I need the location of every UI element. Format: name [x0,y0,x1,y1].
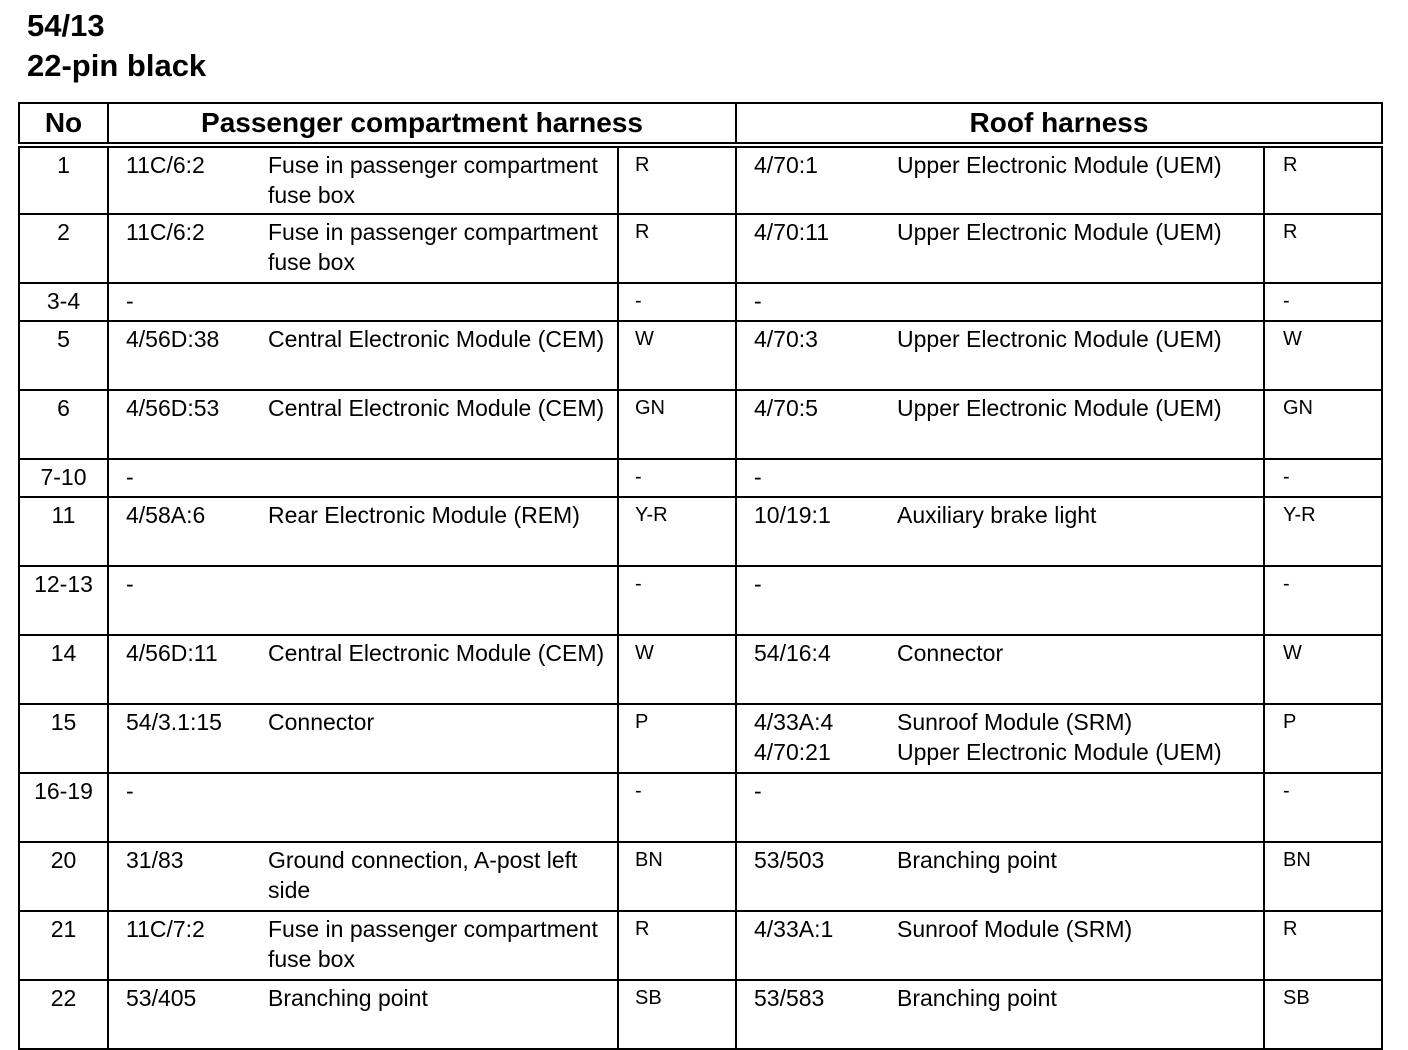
roof-component-codes [754,500,897,530]
roof-component-descriptions [897,500,1263,530]
roof-component-descriptions [897,150,1263,180]
roof-wire-color: Y-R [1264,497,1382,566]
roof-component-description: Auxiliary brake light [897,502,1097,528]
header-roof-harness: Roof harness [736,103,1382,145]
roof-component-description: Branching point [897,985,1057,1011]
passenger-component-code: - [126,778,134,804]
roof-component-codes [754,638,897,668]
roof-component-description: Upper Electronic Module (UEM) [897,326,1222,352]
passenger-harness-cell [108,145,618,214]
connector-heading [27,6,206,86]
roof-component-description: Upper Electronic Module (UEM) [897,152,1222,178]
roof-component-description: Upper Electronic Module (UEM) [897,395,1222,421]
passenger-component-description: Rear Electronic Module (REM) [268,502,580,528]
table-row [19,842,1382,911]
passenger-harness-cell [108,635,618,704]
pin-number: 14 [19,635,108,704]
passenger-harness-content [109,914,617,974]
roof-component-code: 4/70:21 [754,739,831,765]
roof-wire-color: W [1264,635,1382,704]
passenger-component-code: 11C/7:2 [126,916,205,942]
roof-harness-content [737,217,1263,247]
passenger-wire-color: BN [618,842,736,911]
table-row [19,214,1382,283]
header-no: No [19,103,108,145]
roof-wire-color: - [1264,283,1382,321]
passenger-harness-content [109,393,617,423]
roof-harness-cell [736,321,1264,390]
passenger-component-description: Branching point [268,985,428,1011]
passenger-harness-content [109,569,617,599]
passenger-component-code: - [126,464,134,490]
passenger-harness-content [109,324,617,354]
roof-component-code: 4/33A:1 [754,916,834,942]
passenger-component-description: Connector [268,709,375,735]
passenger-harness-content [109,500,617,530]
passenger-harness-cell [108,497,618,566]
passenger-component-code: 4/56D:11 [126,640,218,666]
passenger-component-code: 4/56D:53 [126,395,220,421]
table-row [19,145,1382,214]
roof-component-code: 4/70:1 [754,152,818,178]
roof-harness-cell [736,773,1264,842]
passenger-wire-color: W [618,635,736,704]
table-row [19,635,1382,704]
roof-harness-cell [736,145,1264,214]
roof-component-codes [754,776,897,806]
roof-harness-cell [736,911,1264,980]
roof-component-codes [754,914,897,944]
roof-harness-content [737,569,1263,599]
roof-harness-content [737,393,1263,423]
table-row [19,566,1382,635]
roof-harness-cell [736,214,1264,283]
roof-harness-cell [736,980,1264,1049]
roof-wire-color: R [1264,911,1382,980]
passenger-harness-cell [108,704,618,773]
table-row [19,704,1382,773]
passenger-harness-content [109,707,617,737]
roof-harness-content [737,500,1263,530]
passenger-harness-cell [108,321,618,390]
passenger-harness-content [109,776,617,806]
roof-component-codes [754,150,897,180]
passenger-component-code: - [126,571,134,597]
roof-harness-cell [736,842,1264,911]
passenger-wire-color: R [618,214,736,283]
roof-harness-cell [736,283,1264,321]
roof-component-descriptions [897,569,1263,599]
passenger-component-description [268,776,617,806]
roof-component-code: 54/16:4 [754,640,831,666]
roof-harness-cell [736,635,1264,704]
passenger-component-code: 11C/6:2 [126,219,205,245]
roof-wire-color: - [1264,459,1382,497]
roof-component-code: 53/583 [754,985,825,1011]
passenger-component-code: 4/56D:38 [126,326,220,352]
roof-component-description: Sunroof Module (SRM) [897,709,1133,735]
roof-component-codes [754,324,897,354]
roof-component-descriptions [897,324,1263,354]
roof-component-descriptions [897,462,1263,492]
pin-number: 20 [19,842,108,911]
roof-component-code: - [754,288,762,314]
passenger-component-code: 53/405 [126,985,197,1011]
roof-harness-cell [736,390,1264,459]
passenger-component-code: 4/58A:6 [126,502,206,528]
table-row [19,980,1382,1049]
pin-number: 16-19 [19,773,108,842]
roof-harness-cell [736,566,1264,635]
roof-harness-cell [736,704,1264,773]
roof-component-description: Upper Electronic Module (UEM) [897,739,1222,765]
passenger-wire-color: GN [618,390,736,459]
roof-component-descriptions [897,776,1263,806]
roof-component-code: - [754,778,762,804]
roof-wire-color: - [1264,773,1382,842]
passenger-component-description: Fuse in passenger compartment fuse box [268,916,598,972]
roof-harness-content [737,776,1263,806]
passenger-harness-cell [108,842,618,911]
table-row [19,459,1382,497]
pin-number: 3-4 [19,283,108,321]
passenger-harness-cell [108,566,618,635]
roof-harness-content [737,638,1263,668]
roof-component-codes [754,707,897,767]
roof-harness-content [737,914,1263,944]
roof-harness-content [737,286,1263,316]
roof-component-codes [754,217,897,247]
connector-type: 22-pin black [27,48,207,83]
roof-component-code: 53/503 [754,847,825,873]
roof-component-codes [754,393,897,423]
pin-number: 22 [19,980,108,1049]
passenger-harness-cell [108,283,618,321]
passenger-component-description: Central Electronic Module (CEM) [268,640,605,666]
passenger-component-description [268,462,617,492]
passenger-wire-color: W [618,321,736,390]
passenger-harness-content [109,217,617,277]
passenger-harness-cell [108,980,618,1049]
roof-component-code: 4/70:11 [754,219,830,245]
pinout-table-body [19,145,1382,1049]
roof-component-codes [754,845,897,875]
roof-component-codes [754,983,897,1013]
passenger-wire-color: P [618,704,736,773]
passenger-wire-color: - [618,566,736,635]
pin-number: 5 [19,321,108,390]
pin-number: 2 [19,214,108,283]
roof-component-descriptions [897,286,1263,316]
roof-component-descriptions [897,707,1263,767]
passenger-component-code: 11C/6:2 [126,152,205,178]
roof-wire-color: W [1264,321,1382,390]
passenger-wire-color: Y-R [618,497,736,566]
roof-harness-content [737,983,1263,1013]
passenger-component-code: 54/3.1:15 [126,709,222,735]
passenger-component-description: Fuse in passenger compartment fuse box [268,152,598,208]
roof-component-codes [754,462,897,492]
roof-wire-color: - [1264,566,1382,635]
roof-component-descriptions [897,217,1263,247]
passenger-component-description [268,569,617,599]
roof-component-descriptions [897,638,1263,668]
passenger-wire-color: - [618,459,736,497]
passenger-harness-content [109,983,617,1013]
roof-harness-content [737,707,1263,767]
table-header-row [19,103,1382,145]
passenger-harness-cell [108,390,618,459]
passenger-component-code: 31/83 [126,847,184,873]
roof-harness-content [737,324,1263,354]
table-row [19,497,1382,566]
table-row [19,911,1382,980]
roof-component-description: Sunroof Module (SRM) [897,916,1133,942]
roof-harness-content [737,462,1263,492]
roof-harness-content [737,150,1263,180]
roof-harness-cell [736,459,1264,497]
roof-component-description: Connector [897,640,1004,666]
header-passenger-harness: Passenger compartment harness [108,103,736,145]
passenger-component-description: Ground connection, A-post left side [268,847,578,903]
roof-component-descriptions [897,393,1263,423]
passenger-component-description [268,286,617,316]
passenger-component-description: Central Electronic Module (CEM) [268,395,605,421]
pin-number: 1 [19,145,108,214]
roof-wire-color: P [1264,704,1382,773]
roof-component-codes [754,569,897,599]
roof-component-code: - [754,571,762,597]
passenger-harness-content [109,845,617,905]
passenger-component-description: Central Electronic Module (CEM) [268,326,605,352]
roof-component-code: - [754,464,762,490]
roof-component-descriptions [897,983,1263,1013]
pin-number: 12-13 [19,566,108,635]
passenger-harness-cell [108,214,618,283]
pinout-table [18,102,1383,1050]
roof-component-code: 4/70:3 [754,326,818,352]
roof-wire-color: GN [1264,390,1382,459]
pin-number: 7-10 [19,459,108,497]
pin-number: 15 [19,704,108,773]
roof-wire-color: R [1264,214,1382,283]
passenger-wire-color: - [618,773,736,842]
table-row [19,283,1382,321]
roof-component-description: Upper Electronic Module (UEM) [897,219,1222,245]
passenger-wire-color: - [618,283,736,321]
roof-component-code: 10/19:1 [754,502,831,528]
roof-harness-content [737,845,1263,875]
passenger-harness-cell [108,911,618,980]
passenger-component-description: Fuse in passenger compartment fuse box [268,219,598,275]
table-row [19,773,1382,842]
roof-wire-color: SB [1264,980,1382,1049]
passenger-harness-content [109,462,617,492]
passenger-wire-color: SB [618,980,736,1049]
roof-component-code: 4/70:5 [754,395,818,421]
passenger-harness-content [109,150,617,210]
pin-number: 11 [19,497,108,566]
passenger-wire-color: R [618,911,736,980]
table-row [19,390,1382,459]
roof-component-codes [754,286,897,316]
pin-number: 21 [19,911,108,980]
roof-wire-color: R [1264,145,1382,214]
roof-component-descriptions [897,845,1263,875]
table-row [19,321,1382,390]
connector-id: 54/13 [27,8,105,43]
roof-wire-color: BN [1264,842,1382,911]
passenger-harness-cell [108,459,618,497]
passenger-harness-content [109,638,617,668]
passenger-harness-cell [108,773,618,842]
pin-number: 6 [19,390,108,459]
roof-component-descriptions [897,914,1263,944]
passenger-component-code: - [126,288,134,314]
passenger-harness-content [109,286,617,316]
roof-harness-cell [736,497,1264,566]
roof-component-code: 4/33A:4 [754,709,834,735]
passenger-wire-color: R [618,145,736,214]
roof-component-description: Branching point [897,847,1057,873]
